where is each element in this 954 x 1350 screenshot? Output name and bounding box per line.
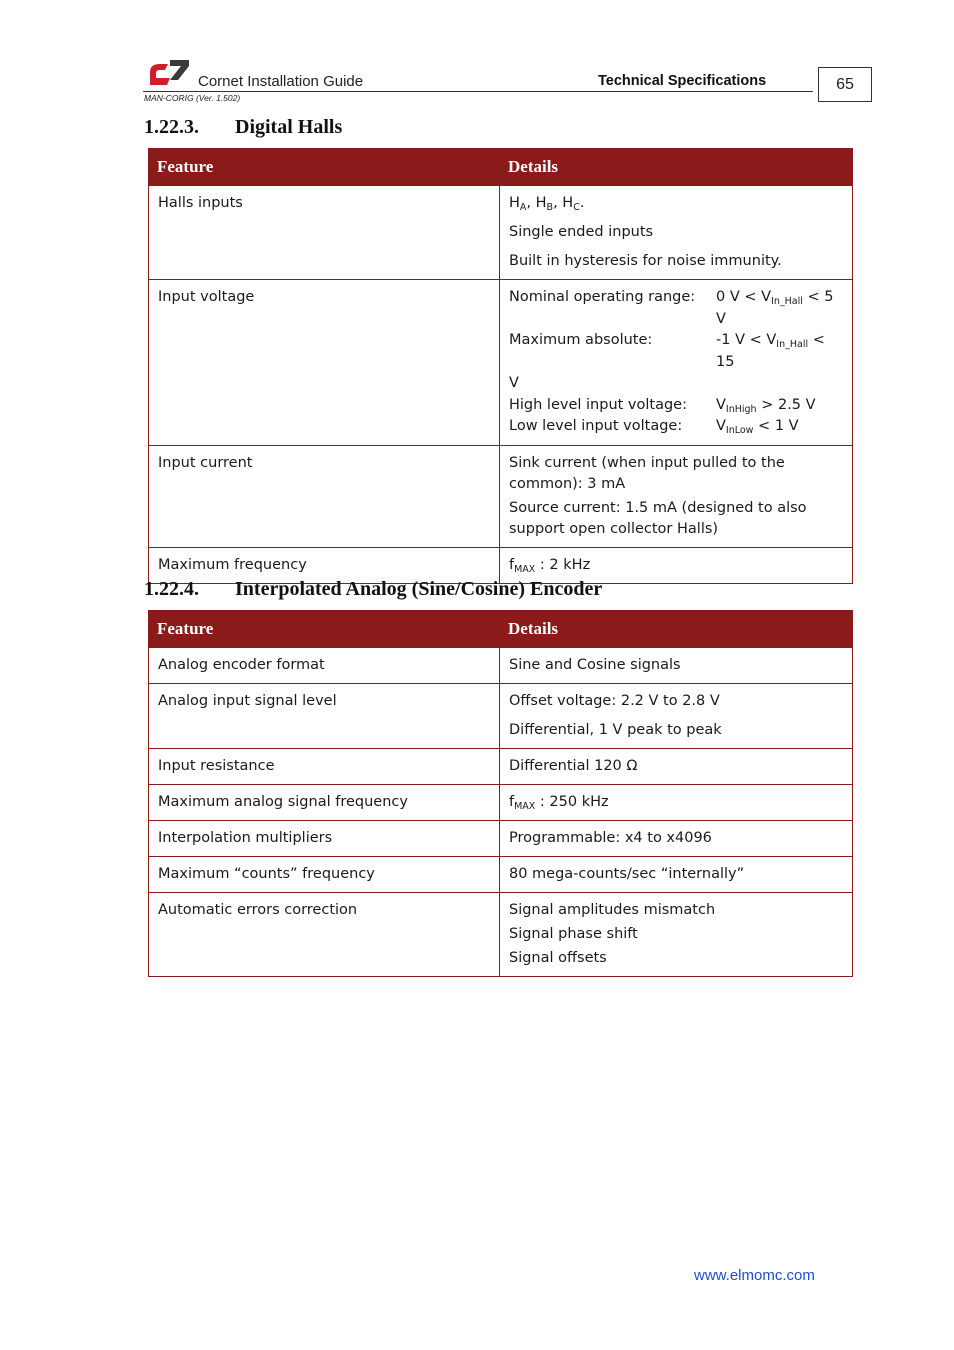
subscript: In_Hall: [771, 296, 803, 307]
feature-cell: Halls inputs: [149, 186, 500, 280]
table-row: [149, 749, 853, 785]
table-row: [149, 648, 853, 684]
column-header-feature: Feature: [149, 149, 500, 186]
detail-line: Sink current (when input pulled to the common): 3 mA: [509, 454, 785, 492]
page-number: 65: [818, 67, 872, 102]
section-heading-digital-halls: [144, 116, 342, 139]
value-text: 0 V < V: [716, 289, 772, 305]
table-row: [149, 186, 853, 280]
feature-cell: Maximum “counts” frequency: [149, 857, 500, 893]
feature-cell: Automatic errors correction: [149, 893, 500, 977]
company-logo-icon: [148, 58, 190, 88]
subscript: In_Hall: [776, 339, 809, 350]
header-section-title: Technical Specifications: [598, 73, 767, 89]
value-text: -1 V < V: [716, 332, 777, 348]
detail-text: .: [579, 195, 585, 211]
spec-pair-low: [509, 416, 844, 438]
details-cell: [500, 684, 853, 749]
detail-text: H: [509, 195, 520, 211]
table-row: [149, 821, 853, 857]
details-cell: Programmable: x4 to x4096: [500, 821, 853, 857]
section-title: Digital Halls: [235, 116, 343, 138]
details-cell: [500, 280, 853, 446]
feature-cell: Analog encoder format: [149, 648, 500, 684]
value-text: f: [509, 556, 515, 573]
section-number: 1.22.3.: [144, 116, 199, 138]
value-text: < 5 V: [716, 289, 834, 327]
page-header: [143, 56, 874, 106]
table-header-row: [149, 149, 853, 186]
subscript: InLow: [725, 425, 754, 436]
subscript: A: [519, 202, 527, 213]
column-header-details: Details: [500, 611, 853, 648]
table-row: [149, 857, 853, 893]
detail-line: Differential, 1 V peak to peak: [509, 722, 722, 738]
detail-line: Source current: 1.5 mA (designed to also support open collector Halls): [509, 499, 807, 537]
details-cell: [500, 186, 853, 280]
value-text: < 1 V: [753, 418, 799, 434]
value-text: V: [716, 418, 726, 434]
spec-value: [716, 287, 844, 330]
details-cell: [500, 445, 853, 547]
table-row: [149, 280, 853, 446]
spec-pair-nominal: [509, 287, 844, 330]
feature-cell: Maximum frequency: [149, 547, 500, 583]
column-header-feature: Feature: [149, 611, 500, 648]
table-row: [149, 445, 853, 547]
detail-line: Signal amplitudes mismatch: [509, 902, 716, 918]
spec-label: High level input voltage:: [509, 396, 687, 413]
subscript: MAX: [514, 563, 536, 575]
subscript: B: [546, 202, 554, 213]
table-row: [149, 684, 853, 749]
detail-text: , H: [526, 195, 547, 211]
value-text: V: [509, 375, 519, 391]
value-text: : 250 kHz: [535, 794, 609, 810]
detail-line: Signal phase shift: [509, 926, 638, 942]
table-header-row: [149, 611, 853, 648]
section-number: 1.22.4.: [144, 578, 199, 600]
details-cell: Sine and Cosine signals: [500, 648, 853, 684]
details-cell: 80 mega-counts/sec “internally”: [500, 857, 853, 893]
feature-cell: Maximum analog signal frequency: [149, 785, 500, 821]
detail-line: Offset voltage: 2.2 V to 2.8 V: [509, 693, 720, 709]
spec-label: Nominal operating range:: [509, 289, 696, 305]
analog-encoder-table: [148, 610, 853, 977]
details-cell: [500, 785, 853, 821]
spec-label: Maximum absolute:: [509, 332, 653, 348]
value-text: V: [716, 396, 726, 413]
feature-cell: Input current: [149, 445, 500, 547]
spec-wrap-line: [509, 373, 844, 395]
subscript: C: [573, 202, 580, 213]
table-row: [149, 785, 853, 821]
value-text: : 2 kHz: [535, 556, 591, 573]
subscript: InHigh: [725, 403, 757, 415]
detail-line: Single ended inputs: [509, 224, 654, 240]
table-row: [149, 893, 853, 977]
feature-cell: Input voltage: [149, 280, 500, 446]
column-header-details: Details: [500, 149, 853, 186]
document-version: MAN-CORIG (Ver. 1.502): [144, 93, 241, 103]
section-title: Interpolated Analog (Sine/Cosine) Encoder: [235, 578, 603, 600]
spec-label: Low level input voltage:: [509, 418, 683, 434]
spec-pair-high: [509, 395, 844, 417]
details-cell: [500, 893, 853, 977]
value-text: > 2.5 V: [756, 396, 816, 413]
website-link[interactable]: www.elmomc.com: [694, 1267, 815, 1284]
document-title: Cornet Installation Guide: [198, 73, 364, 90]
digital-halls-table: [148, 148, 853, 584]
value-text: f: [509, 794, 515, 810]
section-heading-analog-encoder: [144, 578, 602, 601]
spec-value: [716, 395, 844, 417]
detail-text: , H: [553, 195, 574, 211]
details-cell: Differential 120 Ω: [500, 749, 853, 785]
feature-cell: Analog input signal level: [149, 684, 500, 749]
detail-line: Built in hysteresis for noise immunity.: [509, 253, 782, 269]
spec-value: [716, 330, 844, 373]
detail-line: Signal offsets: [509, 950, 607, 966]
subscript: MAX: [514, 801, 536, 812]
halls-list: [509, 193, 844, 214]
header-rule: [143, 91, 813, 92]
value-text: < 15: [716, 332, 825, 370]
feature-cell: Input resistance: [149, 749, 500, 785]
feature-cell: Interpolation multipliers: [149, 821, 500, 857]
spec-value: [716, 416, 844, 438]
spec-pair-maximum: [509, 330, 844, 373]
